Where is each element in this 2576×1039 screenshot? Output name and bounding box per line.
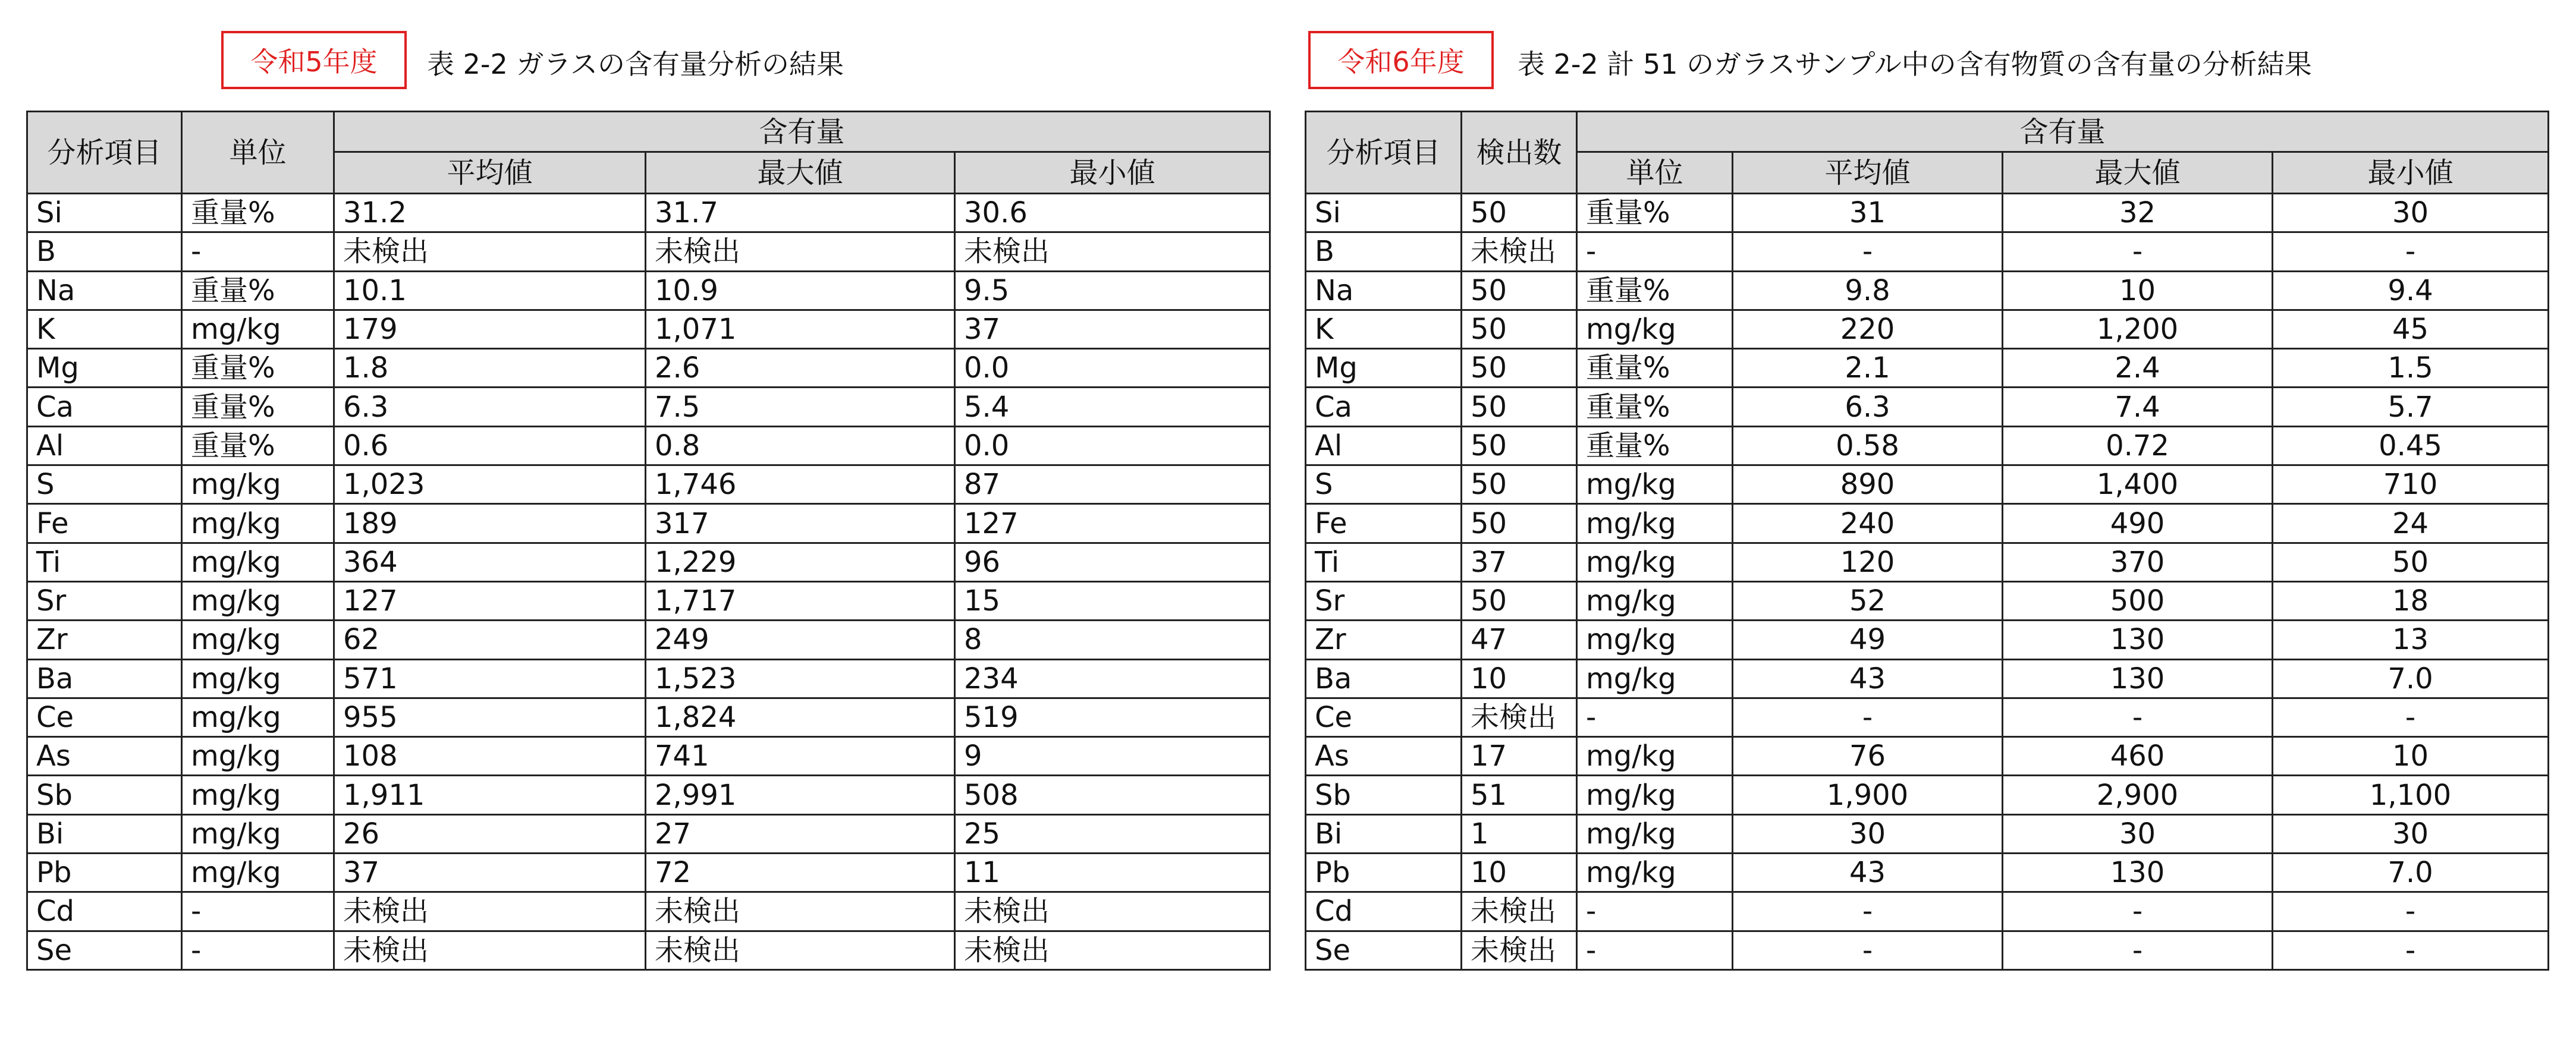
cell-min: 9 <box>955 737 1270 776</box>
table-caption-right: 表 2-2 計 51 のガラスサンプル中の含有物質の含有量の分析結果 <box>1518 48 2312 80</box>
cell-avg: 1,023 <box>334 465 646 504</box>
cell-avg: 2.1 <box>1733 349 2003 388</box>
cell-count: 17 <box>1462 737 1577 776</box>
table-row <box>27 388 1270 426</box>
table-row <box>27 659 1270 698</box>
cell-max: 1,400 <box>2003 465 2273 504</box>
cell-max: 2.4 <box>2003 349 2273 388</box>
header-content: 含有量 <box>1577 112 2549 152</box>
cell-avg: 955 <box>334 698 646 736</box>
cell-item: B <box>1306 232 1462 271</box>
cell-item: Sb <box>27 776 182 814</box>
header-item: 分析項目 <box>1306 112 1462 194</box>
cell-unit: 重量% <box>1577 388 1733 426</box>
cell-max: 2,991 <box>646 776 955 814</box>
cell-item: Sr <box>1306 581 1462 620</box>
cell-item: Ti <box>1306 543 1462 581</box>
cell-unit: mg/kg <box>1577 776 1733 814</box>
cell-avg: 0.6 <box>334 426 646 465</box>
cell-avg: 1.8 <box>334 349 646 388</box>
table-row <box>27 543 1270 581</box>
table-row <box>1306 349 2549 388</box>
cell-unit: mg/kg <box>182 465 334 504</box>
cell-min: 234 <box>955 659 1270 698</box>
cell-unit: mg/kg <box>182 659 334 698</box>
table-row <box>27 232 1270 271</box>
header-avg: 平均値 <box>1733 152 2003 194</box>
cell-min: 519 <box>955 698 1270 736</box>
cell-avg: - <box>1733 892 2003 931</box>
cell-min: 0.0 <box>955 349 1270 388</box>
cell-unit: - <box>1577 892 1733 931</box>
cell-unit: mg/kg <box>1577 737 1733 776</box>
cell-unit: - <box>1577 931 1733 969</box>
cell-avg: 120 <box>1733 543 2003 581</box>
cell-avg: 1,911 <box>334 776 646 814</box>
cell-item: Se <box>27 931 182 969</box>
cell-item: Fe <box>1306 504 1462 543</box>
table-row <box>1306 504 2549 543</box>
cell-avg: 49 <box>1733 621 2003 659</box>
cell-item: Al <box>1306 426 1462 465</box>
cell-item: K <box>27 310 182 348</box>
cell-avg: - <box>1733 698 2003 736</box>
cell-count: 50 <box>1462 581 1577 620</box>
cell-max: 1,071 <box>646 310 955 348</box>
table-row <box>27 776 1270 814</box>
cell-item: Sr <box>27 581 182 620</box>
cell-avg: 9.8 <box>1733 271 2003 310</box>
cell-min: 13 <box>2273 621 2549 659</box>
cell-min: - <box>2273 892 2549 931</box>
cell-unit: mg/kg <box>182 737 334 776</box>
cell-avg: 76 <box>1733 737 2003 776</box>
cell-unit: mg/kg <box>182 621 334 659</box>
cell-max: 460 <box>2003 737 2273 776</box>
table-row <box>27 854 1270 892</box>
cell-item: Pb <box>1306 854 1462 892</box>
cell-min: 5.7 <box>2273 388 2549 426</box>
cell-unit: mg/kg <box>1577 659 1733 698</box>
cell-avg: 43 <box>1733 659 2003 698</box>
cell-max: 30 <box>2003 814 2273 853</box>
cell-min: 9.4 <box>2273 271 2549 310</box>
cell-max: 7.4 <box>2003 388 2273 426</box>
table-caption-left: 表 2-2 ガラスの含有量分析の結果 <box>427 48 844 80</box>
cell-min: 127 <box>955 504 1270 543</box>
cell-max: 1,229 <box>646 543 955 581</box>
cell-avg: 0.58 <box>1733 426 2003 465</box>
cell-unit: 重量% <box>182 349 334 388</box>
cell-min: 11 <box>955 854 1270 892</box>
cell-unit: mg/kg <box>1577 581 1733 620</box>
table-row <box>27 581 1270 620</box>
cell-unit: 重量% <box>1577 271 1733 310</box>
cell-unit: mg/kg <box>1577 465 1733 504</box>
cell-max: 未検出 <box>646 232 955 271</box>
cell-item: Si <box>1306 194 1462 232</box>
analysis-table-left <box>26 111 1271 971</box>
cell-max: 27 <box>646 814 955 853</box>
cell-max: 249 <box>646 621 955 659</box>
header-item: 分析項目 <box>27 112 182 194</box>
cell-avg: 6.3 <box>334 388 646 426</box>
cell-item: Ti <box>27 543 182 581</box>
cell-unit: mg/kg <box>182 310 334 348</box>
cell-max: 317 <box>646 504 955 543</box>
table-row <box>27 504 1270 543</box>
cell-min: 87 <box>955 465 1270 504</box>
cell-max: 10.9 <box>646 271 955 310</box>
table-row <box>27 426 1270 465</box>
cell-item: Fe <box>27 504 182 543</box>
cell-avg: 未検出 <box>334 892 646 931</box>
cell-item: Na <box>1306 271 1462 310</box>
cell-count: 51 <box>1462 776 1577 814</box>
table-row <box>1306 854 2549 892</box>
cell-count: 50 <box>1462 310 1577 348</box>
cell-max: 1,824 <box>646 698 955 736</box>
cell-avg: 189 <box>334 504 646 543</box>
cell-item: Cd <box>1306 892 1462 931</box>
cell-avg: 220 <box>1733 310 2003 348</box>
cell-min: 508 <box>955 776 1270 814</box>
cell-avg: 1,900 <box>1733 776 2003 814</box>
cell-min: 37 <box>955 310 1270 348</box>
cell-max: 32 <box>2003 194 2273 232</box>
header-max: 最大値 <box>646 152 955 194</box>
cell-count: 50 <box>1462 388 1577 426</box>
cell-avg: - <box>1733 232 2003 271</box>
cell-min: 未検出 <box>955 892 1270 931</box>
cell-max: 500 <box>2003 581 2273 620</box>
cell-item: S <box>1306 465 1462 504</box>
cell-item: Ca <box>1306 388 1462 426</box>
cell-item: Pb <box>27 854 182 892</box>
cell-unit: - <box>1577 232 1733 271</box>
year-badge-left: 令和5年度 <box>221 31 407 89</box>
cell-item: K <box>1306 310 1462 348</box>
cell-item: Si <box>27 194 182 232</box>
cell-max: 1,717 <box>646 581 955 620</box>
cell-max: 1,200 <box>2003 310 2273 348</box>
cell-min: - <box>2273 698 2549 736</box>
cell-max: 130 <box>2003 659 2273 698</box>
cell-min: 24 <box>2273 504 2549 543</box>
cell-avg: 31 <box>1733 194 2003 232</box>
cell-avg: 10.1 <box>334 271 646 310</box>
cell-unit: mg/kg <box>182 504 334 543</box>
cell-item: Ce <box>1306 698 1462 736</box>
cell-avg: 52 <box>1733 581 2003 620</box>
cell-min: 45 <box>2273 310 2549 348</box>
cell-max: 未検出 <box>646 931 955 969</box>
table-row <box>1306 581 2549 620</box>
header-min: 最小値 <box>2273 152 2549 194</box>
cell-max: - <box>2003 931 2273 969</box>
cell-min: 7.0 <box>2273 854 2549 892</box>
cell-min: 30 <box>2273 814 2549 853</box>
cell-item: S <box>27 465 182 504</box>
cell-item: Se <box>1306 931 1462 969</box>
cell-unit: 重量% <box>1577 349 1733 388</box>
table-row <box>27 194 1270 232</box>
table-row <box>27 737 1270 776</box>
cell-max: 72 <box>646 854 955 892</box>
cell-avg: 26 <box>334 814 646 853</box>
cell-min: 96 <box>955 543 1270 581</box>
cell-avg: 37 <box>334 854 646 892</box>
cell-count: 50 <box>1462 426 1577 465</box>
cell-max: 未検出 <box>646 892 955 931</box>
table-row <box>27 892 1270 931</box>
cell-min: 1,100 <box>2273 776 2549 814</box>
cell-count: 1 <box>1462 814 1577 853</box>
cell-unit: mg/kg <box>182 698 334 736</box>
table-row <box>1306 426 2549 465</box>
cell-max: 2.6 <box>646 349 955 388</box>
cell-unit: - <box>182 892 334 931</box>
cell-unit: 重量% <box>182 194 334 232</box>
cell-item: As <box>27 737 182 776</box>
cell-item: Mg <box>27 349 182 388</box>
cell-min: 8 <box>955 621 1270 659</box>
cell-unit: mg/kg <box>1577 854 1733 892</box>
cell-item: Zr <box>27 621 182 659</box>
cell-unit: 重量% <box>182 388 334 426</box>
cell-count: 50 <box>1462 349 1577 388</box>
cell-min: 15 <box>955 581 1270 620</box>
table-row <box>27 465 1270 504</box>
cell-max: 31.7 <box>646 194 955 232</box>
header-count: 検出数 <box>1462 112 1577 194</box>
cell-min: 未検出 <box>955 931 1270 969</box>
table-row <box>27 698 1270 736</box>
table-row <box>1306 465 2549 504</box>
cell-avg: 127 <box>334 581 646 620</box>
cell-max: 1,523 <box>646 659 955 698</box>
cell-item: Bi <box>27 814 182 853</box>
year-badge-right: 令和6年度 <box>1308 31 1494 89</box>
header-max: 最大値 <box>2003 152 2273 194</box>
cell-max: 490 <box>2003 504 2273 543</box>
cell-avg: 240 <box>1733 504 2003 543</box>
cell-min: - <box>2273 232 2549 271</box>
cell-min: 30.6 <box>955 194 1270 232</box>
table-row <box>1306 931 2549 969</box>
cell-max: 0.72 <box>2003 426 2273 465</box>
cell-count: 50 <box>1462 504 1577 543</box>
cell-min: 5.4 <box>955 388 1270 426</box>
table-row <box>1306 543 2549 581</box>
cell-unit: 重量% <box>182 426 334 465</box>
cell-avg: 571 <box>334 659 646 698</box>
cell-min: 18 <box>2273 581 2549 620</box>
cell-item: Ba <box>1306 659 1462 698</box>
table-row <box>1306 659 2549 698</box>
cell-max: 1,746 <box>646 465 955 504</box>
cell-min: 10 <box>2273 737 2549 776</box>
cell-min: 1.5 <box>2273 349 2549 388</box>
cell-item: Bi <box>1306 814 1462 853</box>
header-avg: 平均値 <box>334 152 646 194</box>
cell-min: - <box>2273 931 2549 969</box>
cell-unit: mg/kg <box>1577 543 1733 581</box>
cell-min: 9.5 <box>955 271 1270 310</box>
cell-item: As <box>1306 737 1462 776</box>
cell-max: 130 <box>2003 854 2273 892</box>
cell-unit: mg/kg <box>182 543 334 581</box>
cell-min: 0.0 <box>955 426 1270 465</box>
cell-count: 未検出 <box>1462 892 1577 931</box>
table-row <box>1306 776 2549 814</box>
table-row <box>27 349 1270 388</box>
cell-item: Al <box>27 426 182 465</box>
cell-count: 未検出 <box>1462 232 1577 271</box>
table-row <box>27 814 1270 853</box>
cell-avg: - <box>1733 931 2003 969</box>
cell-unit: 重量% <box>1577 194 1733 232</box>
cell-count: 未検出 <box>1462 698 1577 736</box>
table-row <box>27 310 1270 348</box>
table-row <box>1306 737 2549 776</box>
cell-max: 741 <box>646 737 955 776</box>
cell-unit: - <box>182 232 334 271</box>
cell-avg: 43 <box>1733 854 2003 892</box>
cell-max: 2,900 <box>2003 776 2273 814</box>
header-unit: 単位 <box>1577 152 1733 194</box>
table-row <box>1306 232 2549 271</box>
cell-unit: mg/kg <box>182 854 334 892</box>
analysis-table-right <box>1305 111 2549 971</box>
table-row <box>1306 698 2549 736</box>
cell-avg: 未検出 <box>334 931 646 969</box>
cell-min: 0.45 <box>2273 426 2549 465</box>
cell-unit: mg/kg <box>182 776 334 814</box>
cell-max: 130 <box>2003 621 2273 659</box>
cell-max: - <box>2003 892 2273 931</box>
header-min: 最小値 <box>955 152 1270 194</box>
table-row <box>1306 892 2549 931</box>
cell-avg: 364 <box>334 543 646 581</box>
table-row <box>1306 621 2549 659</box>
table-row <box>27 271 1270 310</box>
cell-count: 50 <box>1462 271 1577 310</box>
cell-item: Ba <box>27 659 182 698</box>
cell-avg: 6.3 <box>1733 388 2003 426</box>
cell-item: B <box>27 232 182 271</box>
cell-unit: 重量% <box>182 271 334 310</box>
cell-avg: 31.2 <box>334 194 646 232</box>
cell-max: 370 <box>2003 543 2273 581</box>
cell-max: - <box>2003 232 2273 271</box>
table-body-right <box>1306 194 2549 970</box>
cell-min: 未検出 <box>955 232 1270 271</box>
table-row <box>1306 814 2549 853</box>
cell-unit: mg/kg <box>182 814 334 853</box>
cell-max: - <box>2003 698 2273 736</box>
table-row <box>1306 388 2549 426</box>
cell-unit: mg/kg <box>1577 814 1733 853</box>
header-unit: 単位 <box>182 112 334 194</box>
cell-avg: 62 <box>334 621 646 659</box>
cell-avg: 未検出 <box>334 232 646 271</box>
table-body-left <box>27 194 1270 970</box>
cell-count: 50 <box>1462 465 1577 504</box>
header-content: 含有量 <box>334 112 1270 152</box>
cell-item: Ca <box>27 388 182 426</box>
cell-item: Sb <box>1306 776 1462 814</box>
cell-max: 7.5 <box>646 388 955 426</box>
cell-count: 未検出 <box>1462 931 1577 969</box>
cell-count: 50 <box>1462 194 1577 232</box>
table-row <box>1306 271 2549 310</box>
cell-count: 10 <box>1462 854 1577 892</box>
cell-item: Cd <box>27 892 182 931</box>
cell-unit: mg/kg <box>1577 621 1733 659</box>
cell-avg: 179 <box>334 310 646 348</box>
cell-item: Zr <box>1306 621 1462 659</box>
cell-item: Mg <box>1306 349 1462 388</box>
cell-unit: mg/kg <box>1577 310 1733 348</box>
cell-count: 10 <box>1462 659 1577 698</box>
cell-avg: 890 <box>1733 465 2003 504</box>
cell-min: 710 <box>2273 465 2549 504</box>
table-row <box>27 621 1270 659</box>
cell-count: 37 <box>1462 543 1577 581</box>
cell-min: 25 <box>955 814 1270 853</box>
cell-unit: - <box>1577 698 1733 736</box>
cell-unit: mg/kg <box>1577 504 1733 543</box>
table-row <box>1306 194 2549 232</box>
cell-max: 0.8 <box>646 426 955 465</box>
cell-min: 50 <box>2273 543 2549 581</box>
cell-item: Ce <box>27 698 182 736</box>
cell-count: 47 <box>1462 621 1577 659</box>
cell-item: Na <box>27 271 182 310</box>
cell-max: 10 <box>2003 271 2273 310</box>
cell-avg: 108 <box>334 737 646 776</box>
table-row <box>27 931 1270 969</box>
cell-min: 7.0 <box>2273 659 2549 698</box>
table-row <box>1306 310 2549 348</box>
cell-unit: - <box>182 931 334 969</box>
cell-unit: mg/kg <box>182 581 334 620</box>
cell-min: 30 <box>2273 194 2549 232</box>
cell-avg: 30 <box>1733 814 2003 853</box>
cell-unit: 重量% <box>1577 426 1733 465</box>
